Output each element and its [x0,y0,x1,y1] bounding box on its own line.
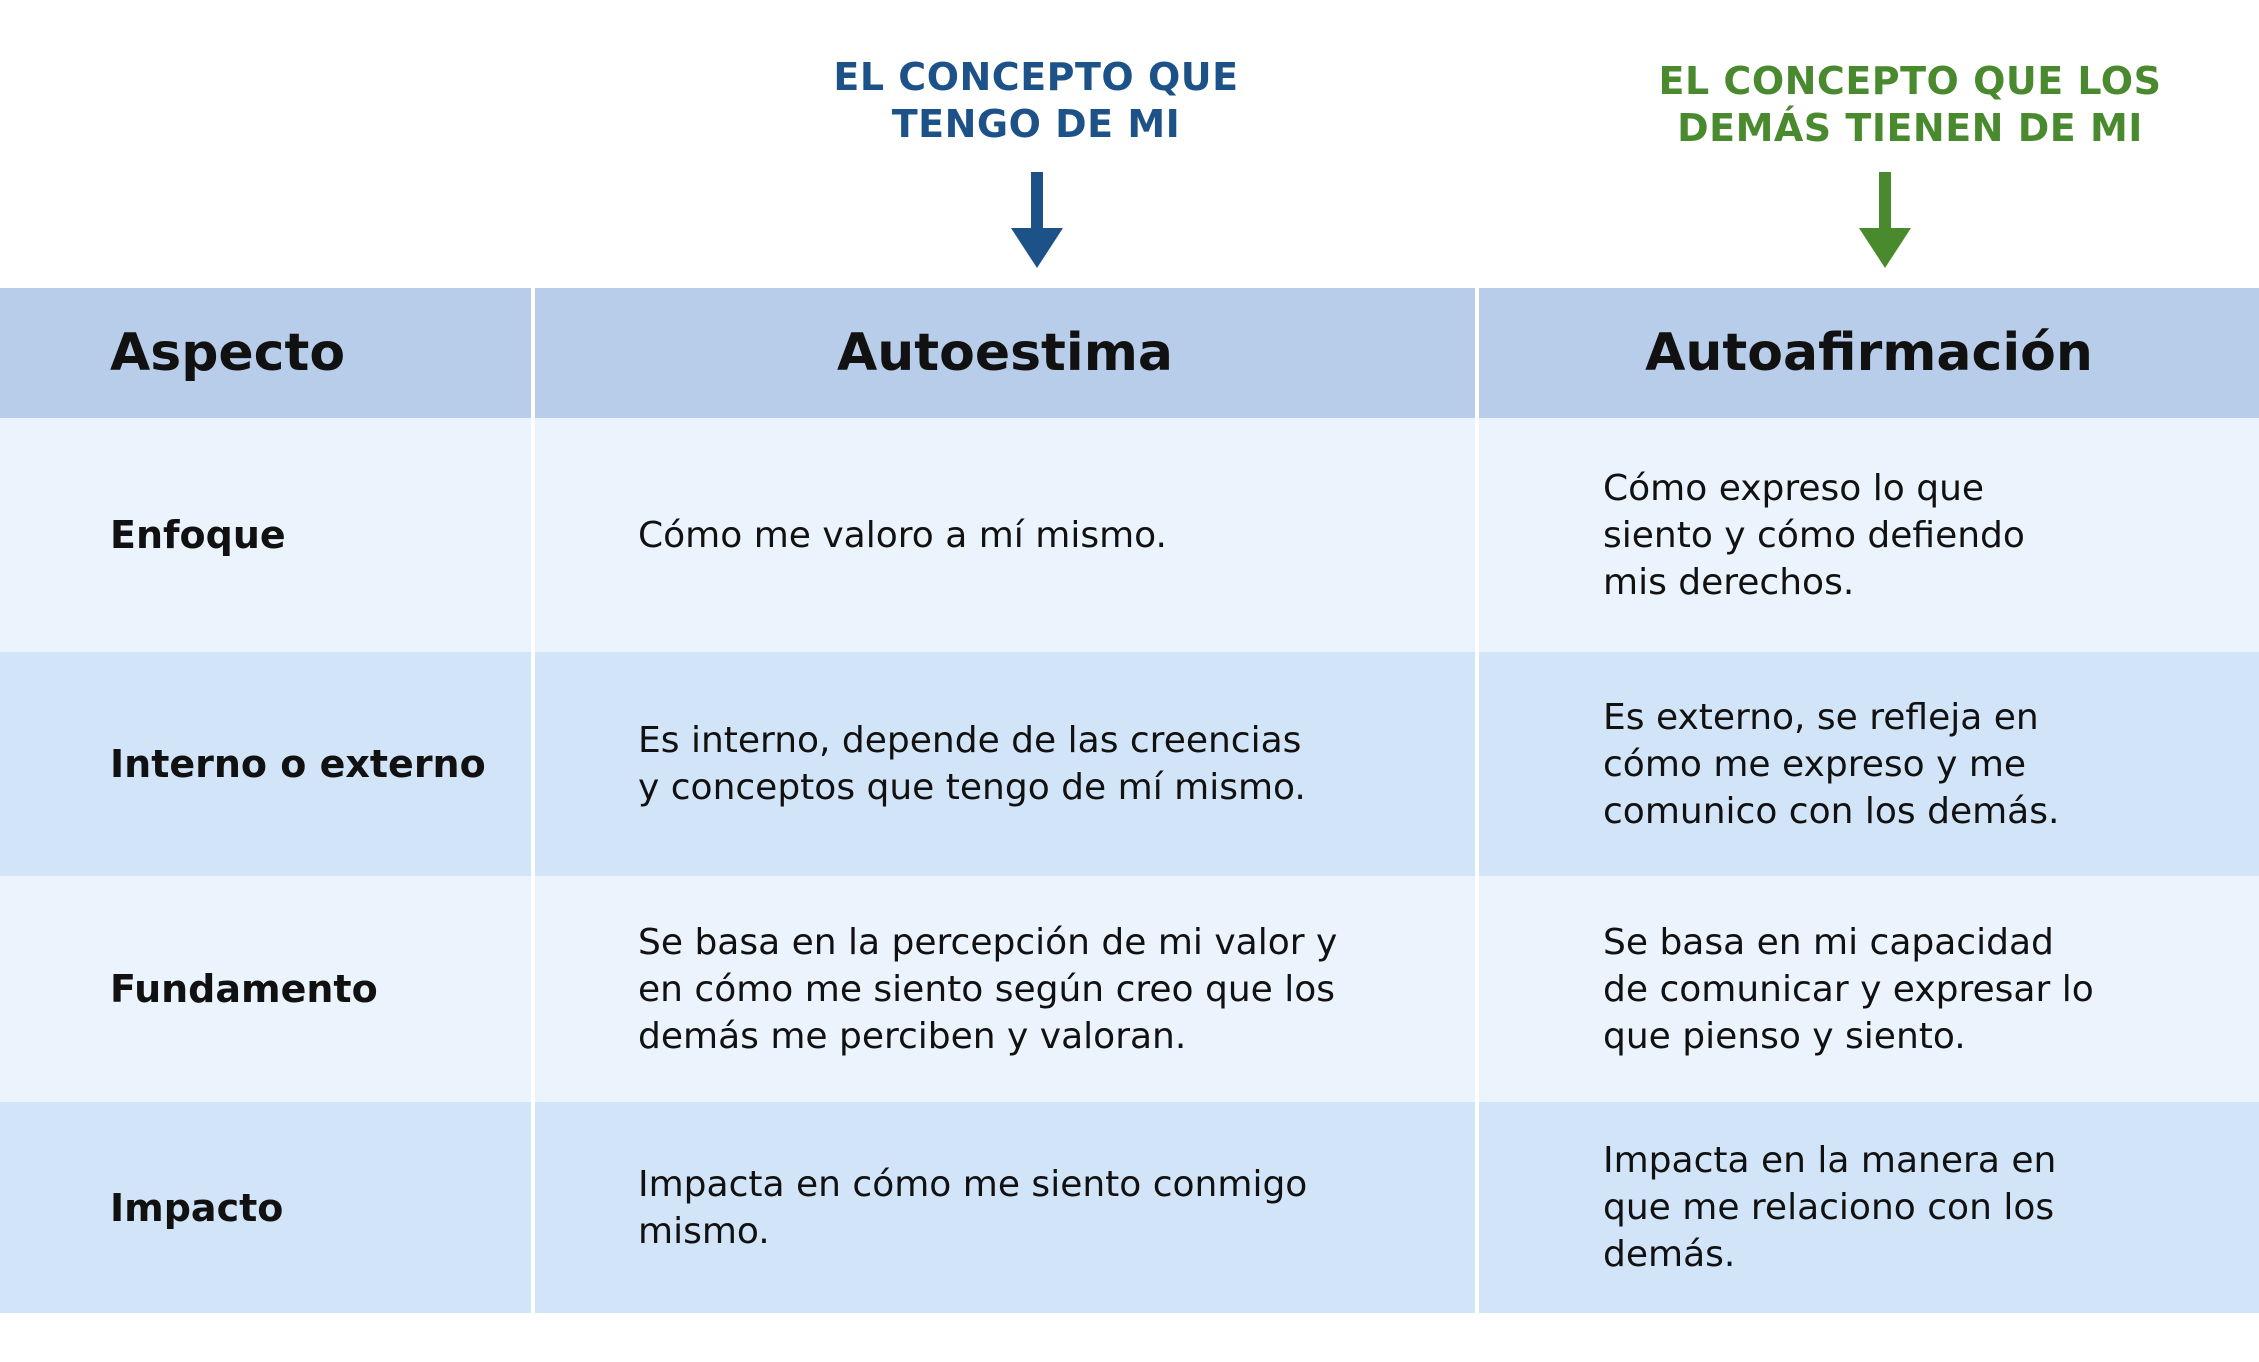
aspect-label: Fundamento [110,967,378,1011]
aspect-label: Impacto [110,1185,284,1230]
table-row [0,418,2259,652]
callout-others-line-2: DEMÁS TIENEN DE MI [1677,106,2143,150]
aspect-cell [0,418,531,652]
column-divider [1475,288,1479,1313]
autoafirmacion-text: Es externo, se refleja en cómo me expreso y me comunico con los demás. [1603,696,2060,832]
callout-self-line-1: EL CONCEPTO QUE [833,55,1239,99]
autoestima-cell [535,876,1475,1102]
autoafirmacion-cell [1479,876,2259,1102]
autoestima-cell [535,652,1475,876]
aspect-cell [0,1102,531,1313]
autoestima-text: Impacta en cómo me siento conmigo mismo. [638,1163,1308,1252]
callout-others-line-1: EL CONCEPTO QUE LOS [1658,59,2162,103]
autoafirmacion-cell [1479,418,2259,652]
autoestima-text: Es interno, depende de las creencias y conceptos que tengo de mí mismo. [638,720,1306,808]
table-header-row [0,288,2259,418]
autoestima-text: Se basa en la percepción de mi valor y en cómo me siento según creo que los demás me perciben y valoran. [638,921,1338,1057]
autoestima-cell [535,1102,1475,1313]
table-row [0,652,2259,876]
autoafirmacion-cell [1479,652,2259,876]
autoestima-text: Cómo me valoro a mí mismo. [638,514,1167,556]
aspect-label: Enfoque [110,513,286,557]
table-row [0,1102,2259,1313]
arrow-down-icon [1007,172,1067,272]
arrow-down-icon [1855,172,1915,272]
aspect-cell [0,652,531,876]
autoafirmacion-text: Impacta en la manera en que me relaciono con los demás. [1603,1140,2057,1275]
column-divider [531,288,535,1313]
callout-self-concept [780,54,1292,148]
header-autoestima: Autoestima [836,323,1174,383]
comparison-table [0,288,2259,1313]
header-aspecto: Aspecto [110,323,346,383]
autoafirmacion-cell [1479,1102,2259,1313]
callout-self-line-2: TENGO DE MI [891,102,1181,146]
callout-others-concept [1610,58,2210,152]
aspect-cell [0,876,531,1102]
table-row [0,876,2259,1102]
autoafirmacion-text: Se basa en mi capacidad de comunicar y expresar lo que pienso y siento. [1603,921,2094,1057]
header-autoafirmacion: Autoafirmación [1645,323,2093,383]
aspect-label: Interno o externo [110,742,486,786]
autoestima-cell [535,418,1475,652]
autoafirmacion-text: Cómo expreso lo que siento y cómo defiendo mis derechos. [1603,467,2025,603]
